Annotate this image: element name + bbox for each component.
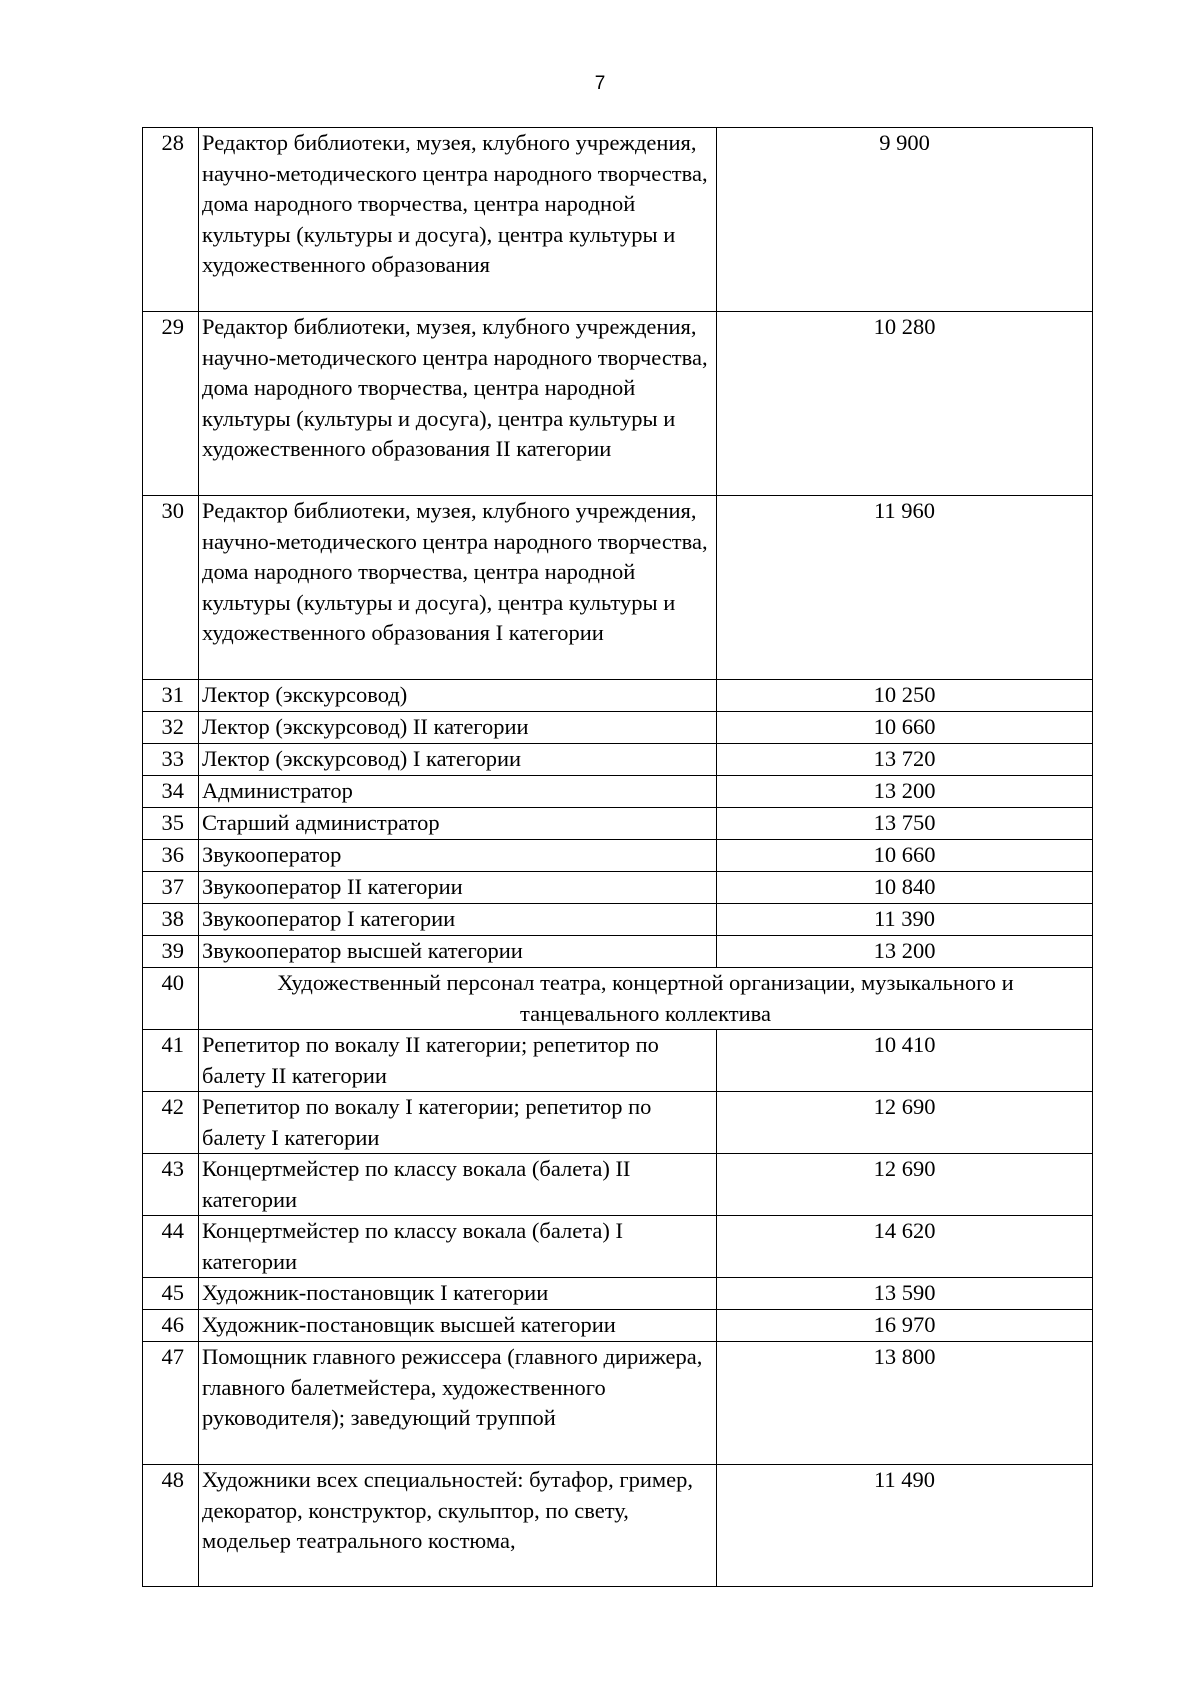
position-name: Звукооператор высшей категории: [199, 936, 717, 968]
row-number: 40: [143, 968, 199, 1030]
salary-value: 16 970: [717, 1310, 1093, 1342]
salary-value: 10 660: [717, 840, 1093, 872]
row-number: 30: [143, 496, 199, 680]
salary-value: 9 900: [717, 128, 1093, 312]
table-row: [143, 312, 1093, 496]
position-name: Художник-постановщик I категории: [199, 1278, 717, 1310]
position-name: Редактор библиотеки, музея, клубного учреждения, научно-методического центра народного творчества, дома народного творчества, центра народной культуры (культуры и досуга), центра культуры и художественного образования I категории: [199, 496, 717, 680]
salary-value: 10 250: [717, 680, 1093, 712]
row-number: 35: [143, 808, 199, 840]
row-number: 36: [143, 840, 199, 872]
row-number: 46: [143, 1310, 199, 1342]
table-row: [143, 128, 1093, 312]
row-number: 29: [143, 312, 199, 496]
row-number: 43: [143, 1154, 199, 1216]
position-name: Звукооператор I категории: [199, 904, 717, 936]
salary-value: 10 840: [717, 872, 1093, 904]
table-row: [143, 872, 1093, 904]
table-row: [143, 840, 1093, 872]
table-row: [143, 904, 1093, 936]
table-row: [143, 1278, 1093, 1310]
salary-value: 11 490: [717, 1465, 1093, 1587]
row-number: 41: [143, 1030, 199, 1092]
table-row: [143, 808, 1093, 840]
row-number: 44: [143, 1216, 199, 1278]
salary-value: 10 410: [717, 1030, 1093, 1092]
position-name: Лектор (экскурсовод) II категории: [199, 712, 717, 744]
salary-value: 12 690: [717, 1092, 1093, 1154]
salary-value: 13 200: [717, 936, 1093, 968]
section-row: [143, 968, 1093, 1030]
section-heading: Художественный персонал театра, концертной организации, музыкального и танцевального коллектива: [199, 968, 1093, 1030]
position-name: Администратор: [199, 776, 717, 808]
row-number: 31: [143, 680, 199, 712]
row-number: 38: [143, 904, 199, 936]
salary-value: 13 720: [717, 744, 1093, 776]
page-number: 7: [594, 73, 606, 94]
row-number: 42: [143, 1092, 199, 1154]
salary-value: 13 800: [717, 1342, 1093, 1465]
salary-value: 12 690: [717, 1154, 1093, 1216]
salary-value: 13 590: [717, 1278, 1093, 1310]
position-name: Лектор (экскурсовод): [199, 680, 717, 712]
table-row: [143, 776, 1093, 808]
position-name: Старший администратор: [199, 808, 717, 840]
position-name: Концертмейстер по классу вокала (балета) II категории: [199, 1154, 717, 1216]
table-row: [143, 1154, 1093, 1216]
position-name: Репетитор по вокалу II категории; репетитор по балету II категории: [199, 1030, 717, 1092]
row-number: 45: [143, 1278, 199, 1310]
table-row: [143, 712, 1093, 744]
salary-value: 10 280: [717, 312, 1093, 496]
position-name: Концертмейстер по классу вокала (балета) I категории: [199, 1216, 717, 1278]
position-name: Редактор библиотеки, музея, клубного учреждения, научно-методического центра народного творчества, дома народного творчества, центра народной культуры (культуры и досуга), центра культуры и художественного образования II категории: [199, 312, 717, 496]
row-number: 33: [143, 744, 199, 776]
position-name: Репетитор по вокалу I категории; репетитор по балету I категории: [199, 1092, 717, 1154]
position-name: Редактор библиотеки, музея, клубного учреждения, научно-методического центра народного творчества, дома народного творчества, центра народной культуры (культуры и досуга), центра культуры и художественного образования: [199, 128, 717, 312]
salary-value: 11 960: [717, 496, 1093, 680]
position-name: Помощник главного режиссера (главного дирижера, главного балетмейстера, художественного руководителя); заведующий труппой: [199, 1342, 717, 1465]
table-row: [143, 496, 1093, 680]
row-number: 28: [143, 128, 199, 312]
salary-value: 14 620: [717, 1216, 1093, 1278]
row-number: 47: [143, 1342, 199, 1465]
table-row: [143, 1342, 1093, 1465]
salary-value: 10 660: [717, 712, 1093, 744]
position-name: Лектор (экскурсовод) I категории: [199, 744, 717, 776]
row-number: 32: [143, 712, 199, 744]
table-row: [143, 1216, 1093, 1278]
position-name: Художник-постановщик высшей категории: [199, 1310, 717, 1342]
table-row: [143, 680, 1093, 712]
table-row: [143, 1092, 1093, 1154]
position-name: Художники всех специальностей: бутафор, гример, декоратор, конструктор, скульптор, по свету, модельер театрального костюма,: [199, 1465, 717, 1587]
salary-table: [142, 127, 1093, 1587]
table-row: [143, 1310, 1093, 1342]
row-number: 34: [143, 776, 199, 808]
table-row: [143, 1030, 1093, 1092]
row-number: 48: [143, 1465, 199, 1587]
table-row: [143, 744, 1093, 776]
row-number: 39: [143, 936, 199, 968]
salary-value: 13 200: [717, 776, 1093, 808]
salary-value: 13 750: [717, 808, 1093, 840]
position-name: Звукооператор: [199, 840, 717, 872]
table-row: [143, 936, 1093, 968]
position-name: Звукооператор II категории: [199, 872, 717, 904]
table-row: [143, 1465, 1093, 1587]
salary-value: 11 390: [717, 904, 1093, 936]
row-number: 37: [143, 872, 199, 904]
